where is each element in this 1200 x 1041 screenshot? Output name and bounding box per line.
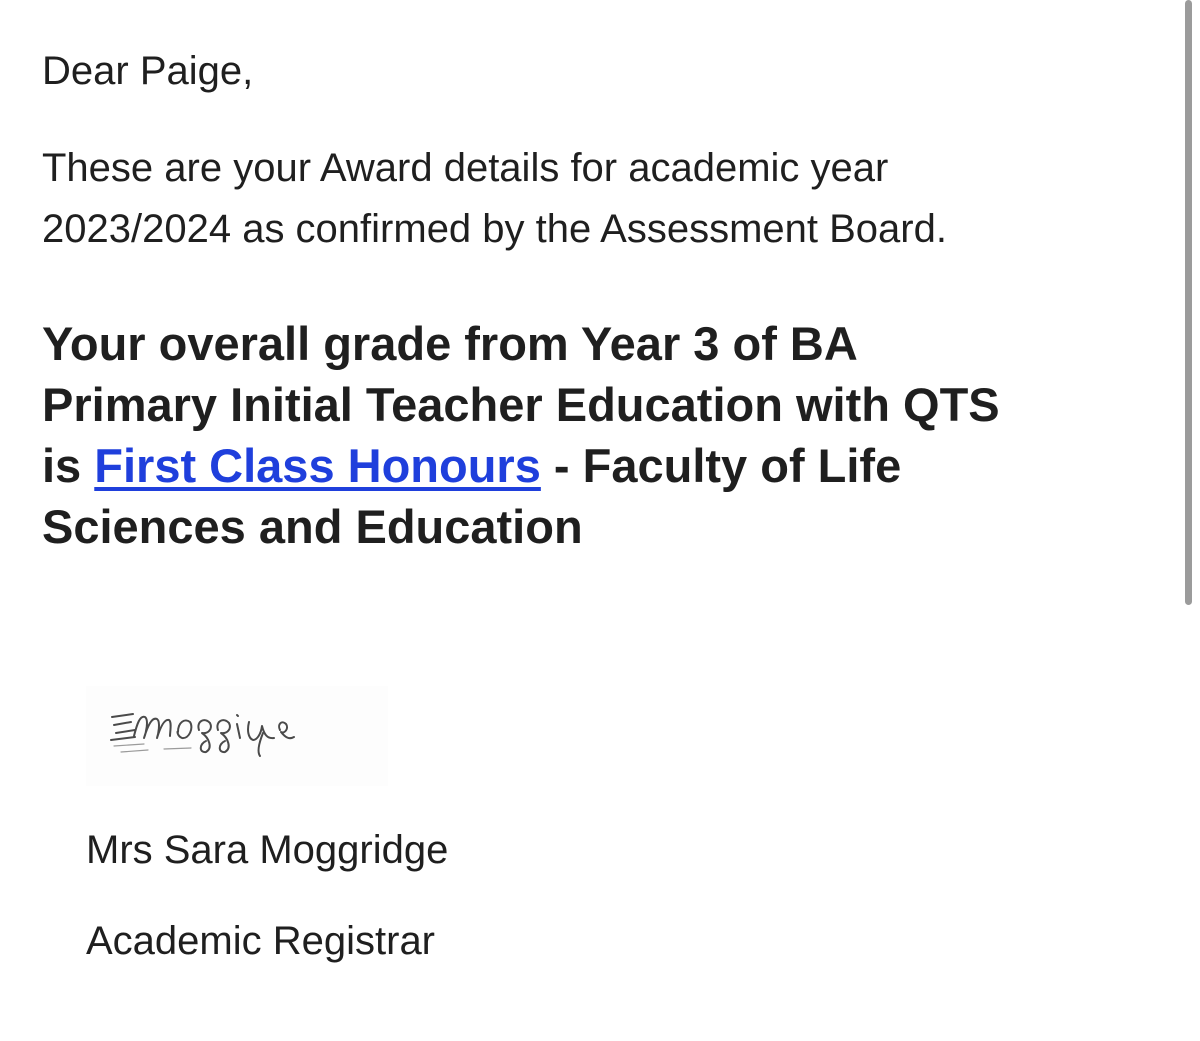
faculty-text: - Faculty of Life xyxy=(540,439,902,492)
signatory-title: Academic Registrar xyxy=(86,919,436,963)
grade-statement-line: Sciences and Education xyxy=(42,500,583,553)
award-intro-paragraph xyxy=(42,138,1142,260)
grade-statement-line: Primary Initial Teacher Education with QTS xyxy=(42,378,1000,431)
vertical-scrollbar-thumb[interactable] xyxy=(1185,0,1192,605)
grade-prefix: is xyxy=(42,439,95,492)
award-intro-line: These are your Award details for academic year xyxy=(42,146,889,190)
signatory-name: Mrs Sara Moggridge xyxy=(86,828,449,872)
signature-image xyxy=(86,686,388,786)
greeting: Dear Paige, xyxy=(42,49,254,93)
grade-statement-line: Your overall grade from Year 3 of BA xyxy=(42,317,858,370)
award-classification-link[interactable]: First Class Honours xyxy=(94,439,541,492)
overall-grade-statement xyxy=(42,313,1172,557)
award-intro-line: 2023/2024 as confirmed by the Assessment Board. xyxy=(42,207,947,251)
grade-statement-line xyxy=(42,435,1172,496)
